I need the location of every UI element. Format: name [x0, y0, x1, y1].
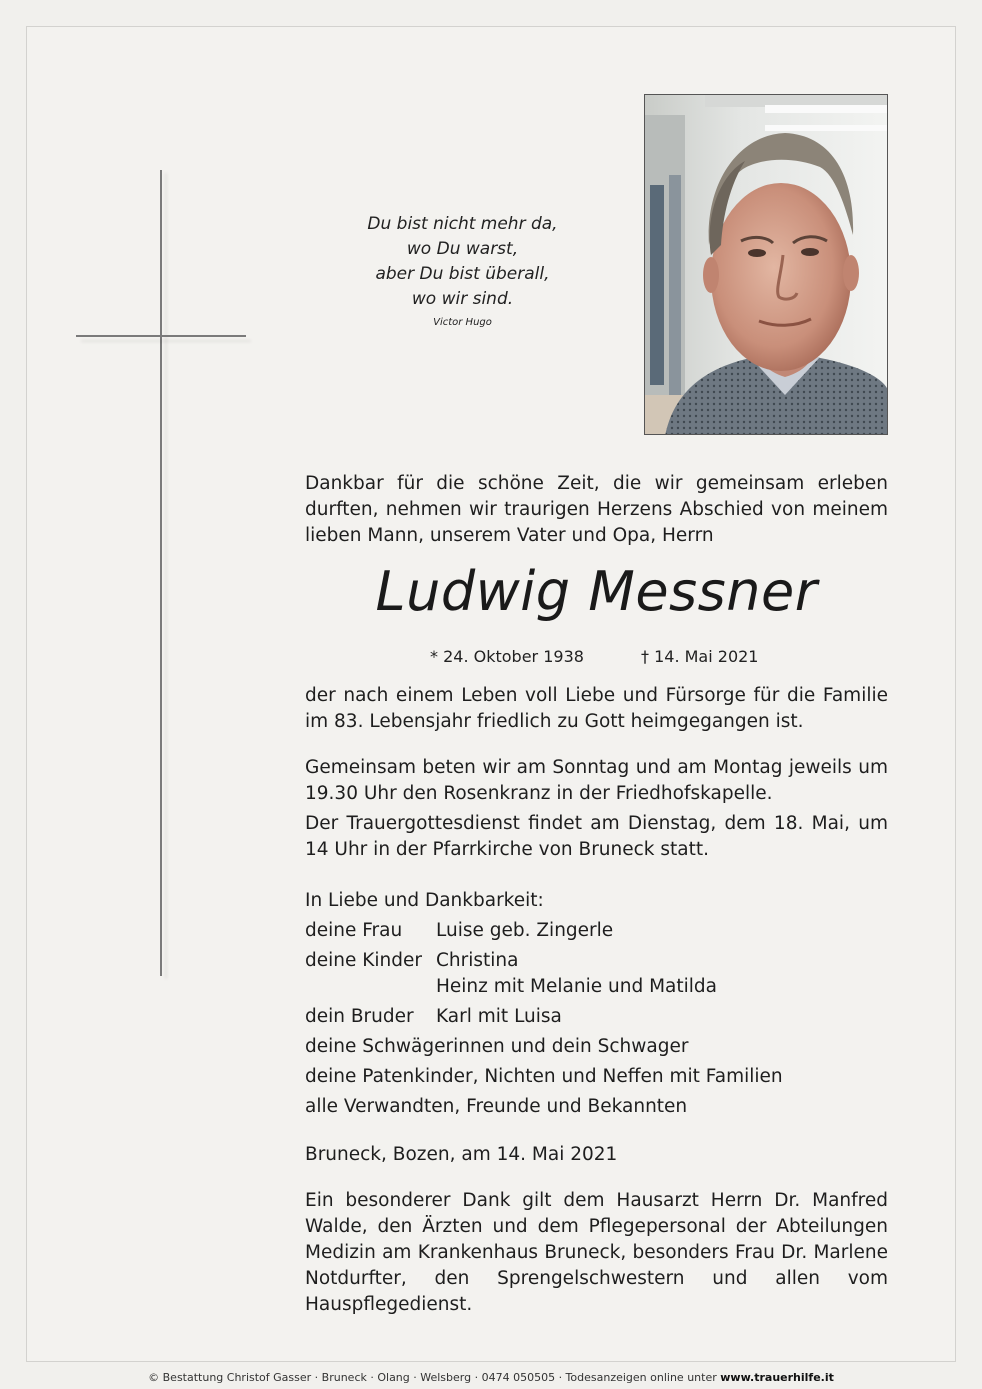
- quote-line: wo wir sind.: [411, 289, 514, 309]
- place-date: Bruneck, Bozen, am 14. Mai 2021: [305, 1144, 618, 1165]
- quote: [340, 212, 585, 334]
- deceased-name: Ludwig Messner: [375, 560, 818, 623]
- thanks-text: Ein besonderer Dank gilt dem Hausarzt Herrn Dr. Manfred Walde, den Ärzten und dem Pflegepersonal der Abteilungen Medizin am Krankenhaus Bruneck, besonders Frau Dr. Marlene Notdurfter, den Sprengelschwestern und allen vom Hauspflegedienst.: [305, 1190, 888, 1315]
- footer: [0, 1367, 982, 1389]
- footer-text: © Bestattung Christof Gasser · Bruneck · Olang · Welsberg · 0474 050505 · Todesanzeigen online unter: [148, 1371, 717, 1384]
- mourners-heading: In Liebe und Dankbarkeit:: [305, 890, 544, 911]
- portrait-photo: [644, 94, 888, 435]
- portrait-illustration: [645, 95, 888, 435]
- quote-line: wo Du warst,: [406, 239, 519, 259]
- mourner-line: alle Verwandten, Freunde und Bekannten: [305, 1096, 688, 1117]
- mourners-list: [305, 886, 888, 1122]
- mourner-relation: deine Kinder: [305, 950, 422, 971]
- life-text: der nach einem Leben voll Liebe und Fürsorge für die Familie im 83. Lebensjahr friedlich zu Gott heimgegangen ist.: [305, 685, 888, 732]
- mourner-relation: dein Bruder: [305, 1006, 414, 1027]
- mourner-row-wife: [305, 916, 888, 946]
- mourner-names: Karl mit Luisa: [436, 1006, 562, 1027]
- mourner-names: Luise geb. Zingerle: [436, 920, 614, 941]
- intro-text: Dankbar für die schöne Zeit, die wir gemeinsam erleben durften, nehmen wir traurigen Herzens Abschied von meinem lieben Mann, unserem Vater und Opa, Herrn: [305, 473, 888, 546]
- death-date: † 14. Mai 2021: [641, 647, 759, 666]
- mourner-names: [436, 946, 717, 1000]
- mourner-row-brother: [305, 1002, 888, 1032]
- mourner-relation: deine Frau: [305, 920, 403, 941]
- mourner-row-children: [305, 946, 888, 1000]
- footer-link[interactable]: www.trauerhilfe.it: [720, 1371, 834, 1384]
- mourner-name: Christina: [436, 950, 519, 971]
- birth-date: * 24. Oktober 1938: [430, 647, 584, 666]
- quote-line: Du bist nicht mehr da,: [367, 214, 558, 234]
- service-text: Der Trauergottesdienst findet am Dienstag, dem 18. Mai, um 14 Uhr in der Pfarrkirche von Bruneck statt.: [305, 813, 888, 860]
- mourner-line: deine Patenkinder, Nichten und Neffen mit Familien: [305, 1066, 783, 1087]
- rosary-text: Gemeinsam beten wir am Sonntag und am Montag jeweils um 19.30 Uhr den Rosenkranz in der Friedhofskapelle.: [305, 757, 888, 804]
- cross-horizontal-bar: [76, 335, 246, 337]
- cross-vertical-bar: [160, 170, 162, 976]
- quote-line: aber Du bist überall,: [375, 264, 550, 284]
- mourner-name: Heinz mit Melanie und Matilda: [436, 976, 717, 997]
- mourner-line: deine Schwägerinnen und dein Schwager: [305, 1036, 689, 1057]
- quote-author: Victor Hugo: [433, 317, 492, 328]
